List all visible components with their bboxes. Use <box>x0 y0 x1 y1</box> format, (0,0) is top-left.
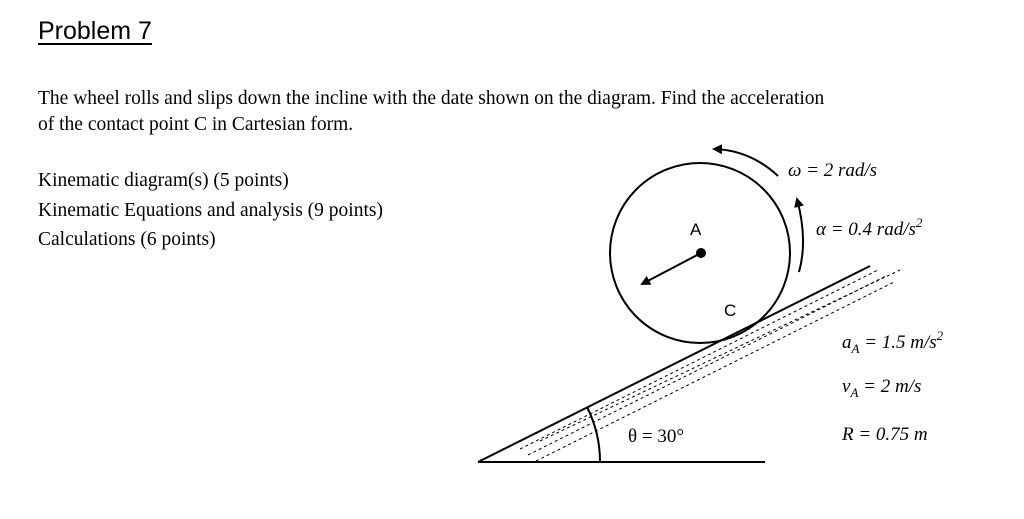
omega-arrow <box>714 149 778 176</box>
angle-arc <box>587 407 600 462</box>
radius-arrow <box>642 253 701 284</box>
task-calculations: Calculations (6 points) <box>38 229 216 250</box>
velocity-a-label <box>842 376 921 400</box>
task-equations: Kinematic Equations and analysis (9 points) <box>38 199 383 221</box>
acceleration-a-sup: 2 <box>936 328 944 343</box>
statement-line-1: The wheel rolls and slips down the incline with the date shown on the diagram. Find the acceleration <box>38 88 825 109</box>
omega-label: ω = 2 rad/s <box>788 160 878 181</box>
radius-label: R = 0.75 m <box>842 424 928 445</box>
velocity-a-sub: A <box>850 385 859 400</box>
alpha-label-sup: 2 <box>915 215 923 230</box>
alpha-arrow <box>797 199 803 272</box>
acceleration-a-label <box>842 328 944 356</box>
velocity-a-sym: v <box>842 376 851 397</box>
task-kinematic-diagram: Kinematic diagram(s) (5 points) <box>38 170 289 191</box>
theta-label: θ = 30° <box>628 426 684 447</box>
acceleration-a-sym: a <box>842 332 852 353</box>
problem-title: Problem 7 <box>38 17 152 45</box>
center-label: A <box>690 220 702 239</box>
alpha-label-main: α = 0.4 rad/s <box>816 219 916 240</box>
velocity-a-rest: = 2 m/s <box>858 376 922 397</box>
alpha-label <box>816 215 923 240</box>
acceleration-a-rest: = 1.5 m/s <box>859 332 937 353</box>
acceleration-a-sub: A <box>851 341 860 356</box>
contact-label: C <box>724 301 737 320</box>
statement-line-2: of the contact point C in Cartesian form. <box>38 114 354 135</box>
